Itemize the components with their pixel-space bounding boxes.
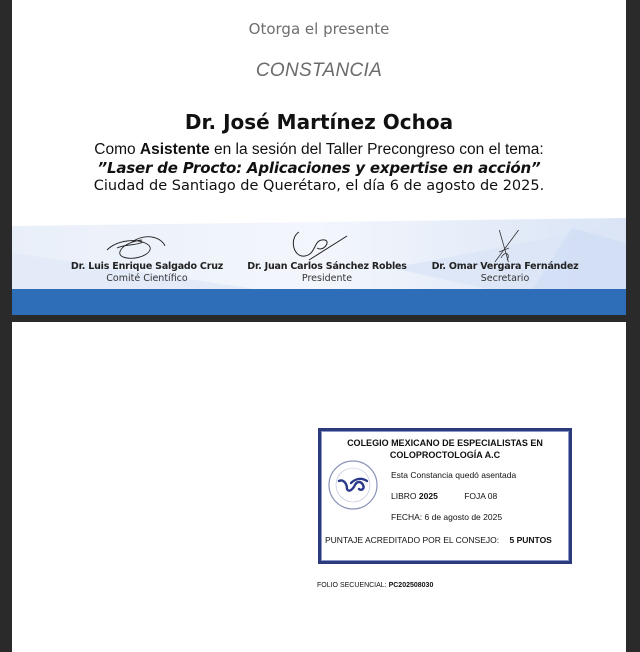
registered-note: Esta Constancia quedó asentada xyxy=(391,470,517,480)
signature-scribble-icon xyxy=(405,230,605,262)
stamp-org-name xyxy=(321,437,569,461)
recipient-name: Dr. José Martínez Ochoa xyxy=(184,110,454,134)
certificate-page-2 xyxy=(12,322,626,652)
folio-label: FOLIO SECUENCIAL: xyxy=(317,582,389,589)
attendee-role: Asistente xyxy=(139,141,210,158)
signer-name: Dr. Omar Vergara Fernández xyxy=(431,261,579,272)
folio-value: PC202508030 xyxy=(388,582,434,589)
certificate-title: CONSTANCIA xyxy=(255,60,383,81)
puntaje-line xyxy=(325,535,552,545)
libro-label: LIBRO xyxy=(391,491,417,501)
puntaje-label: PUNTAJE ACREDITADO POR EL CONSEJO: xyxy=(325,535,500,545)
colegio-logo-icon xyxy=(327,459,379,511)
signer-role: Presidente xyxy=(301,273,353,284)
certificate-page-1 xyxy=(12,0,626,315)
signer-name: Dr. Luis Enrique Salgado Cruz xyxy=(70,261,224,272)
libro-value: 2025 xyxy=(418,491,438,501)
blue-footer-band xyxy=(12,289,626,315)
folio-secuencial xyxy=(317,582,433,589)
attendance-line xyxy=(12,141,626,159)
signature-scribble-icon xyxy=(227,230,427,262)
puntaje-value: 5 PUNTOS xyxy=(509,535,552,545)
registration-stamp xyxy=(318,428,572,564)
signer-role: Comité Científico xyxy=(106,273,188,284)
signer-role: Secretario xyxy=(480,273,530,284)
line-suffix: en la sesión del Taller Precongreso con el tema: xyxy=(209,141,544,158)
foja-value: FOJA 08 xyxy=(464,491,498,501)
org-line-2: COLOPROCTOLOGÍA A.C xyxy=(389,450,501,460)
fecha-line: FECHA: 6 de agosto de 2025 xyxy=(391,512,503,522)
org-line-1: COLEGIO MEXICANO DE ESPECIALISTAS EN xyxy=(347,438,543,448)
line-prefix: Como xyxy=(94,141,140,158)
signer-name: Dr. Juan Carlos Sánchez Robles xyxy=(247,261,407,272)
libro-foja-line xyxy=(391,491,497,501)
session-topic: ”Laser de Procto: Aplicaciones y expertise en acción” xyxy=(97,159,541,177)
signature-scribble-icon xyxy=(47,230,247,262)
intro-text: Otorga el presente xyxy=(248,20,390,38)
place-date: Ciudad de Santiago de Querétaro, el día 6 de agosto de 2025. xyxy=(93,178,545,194)
